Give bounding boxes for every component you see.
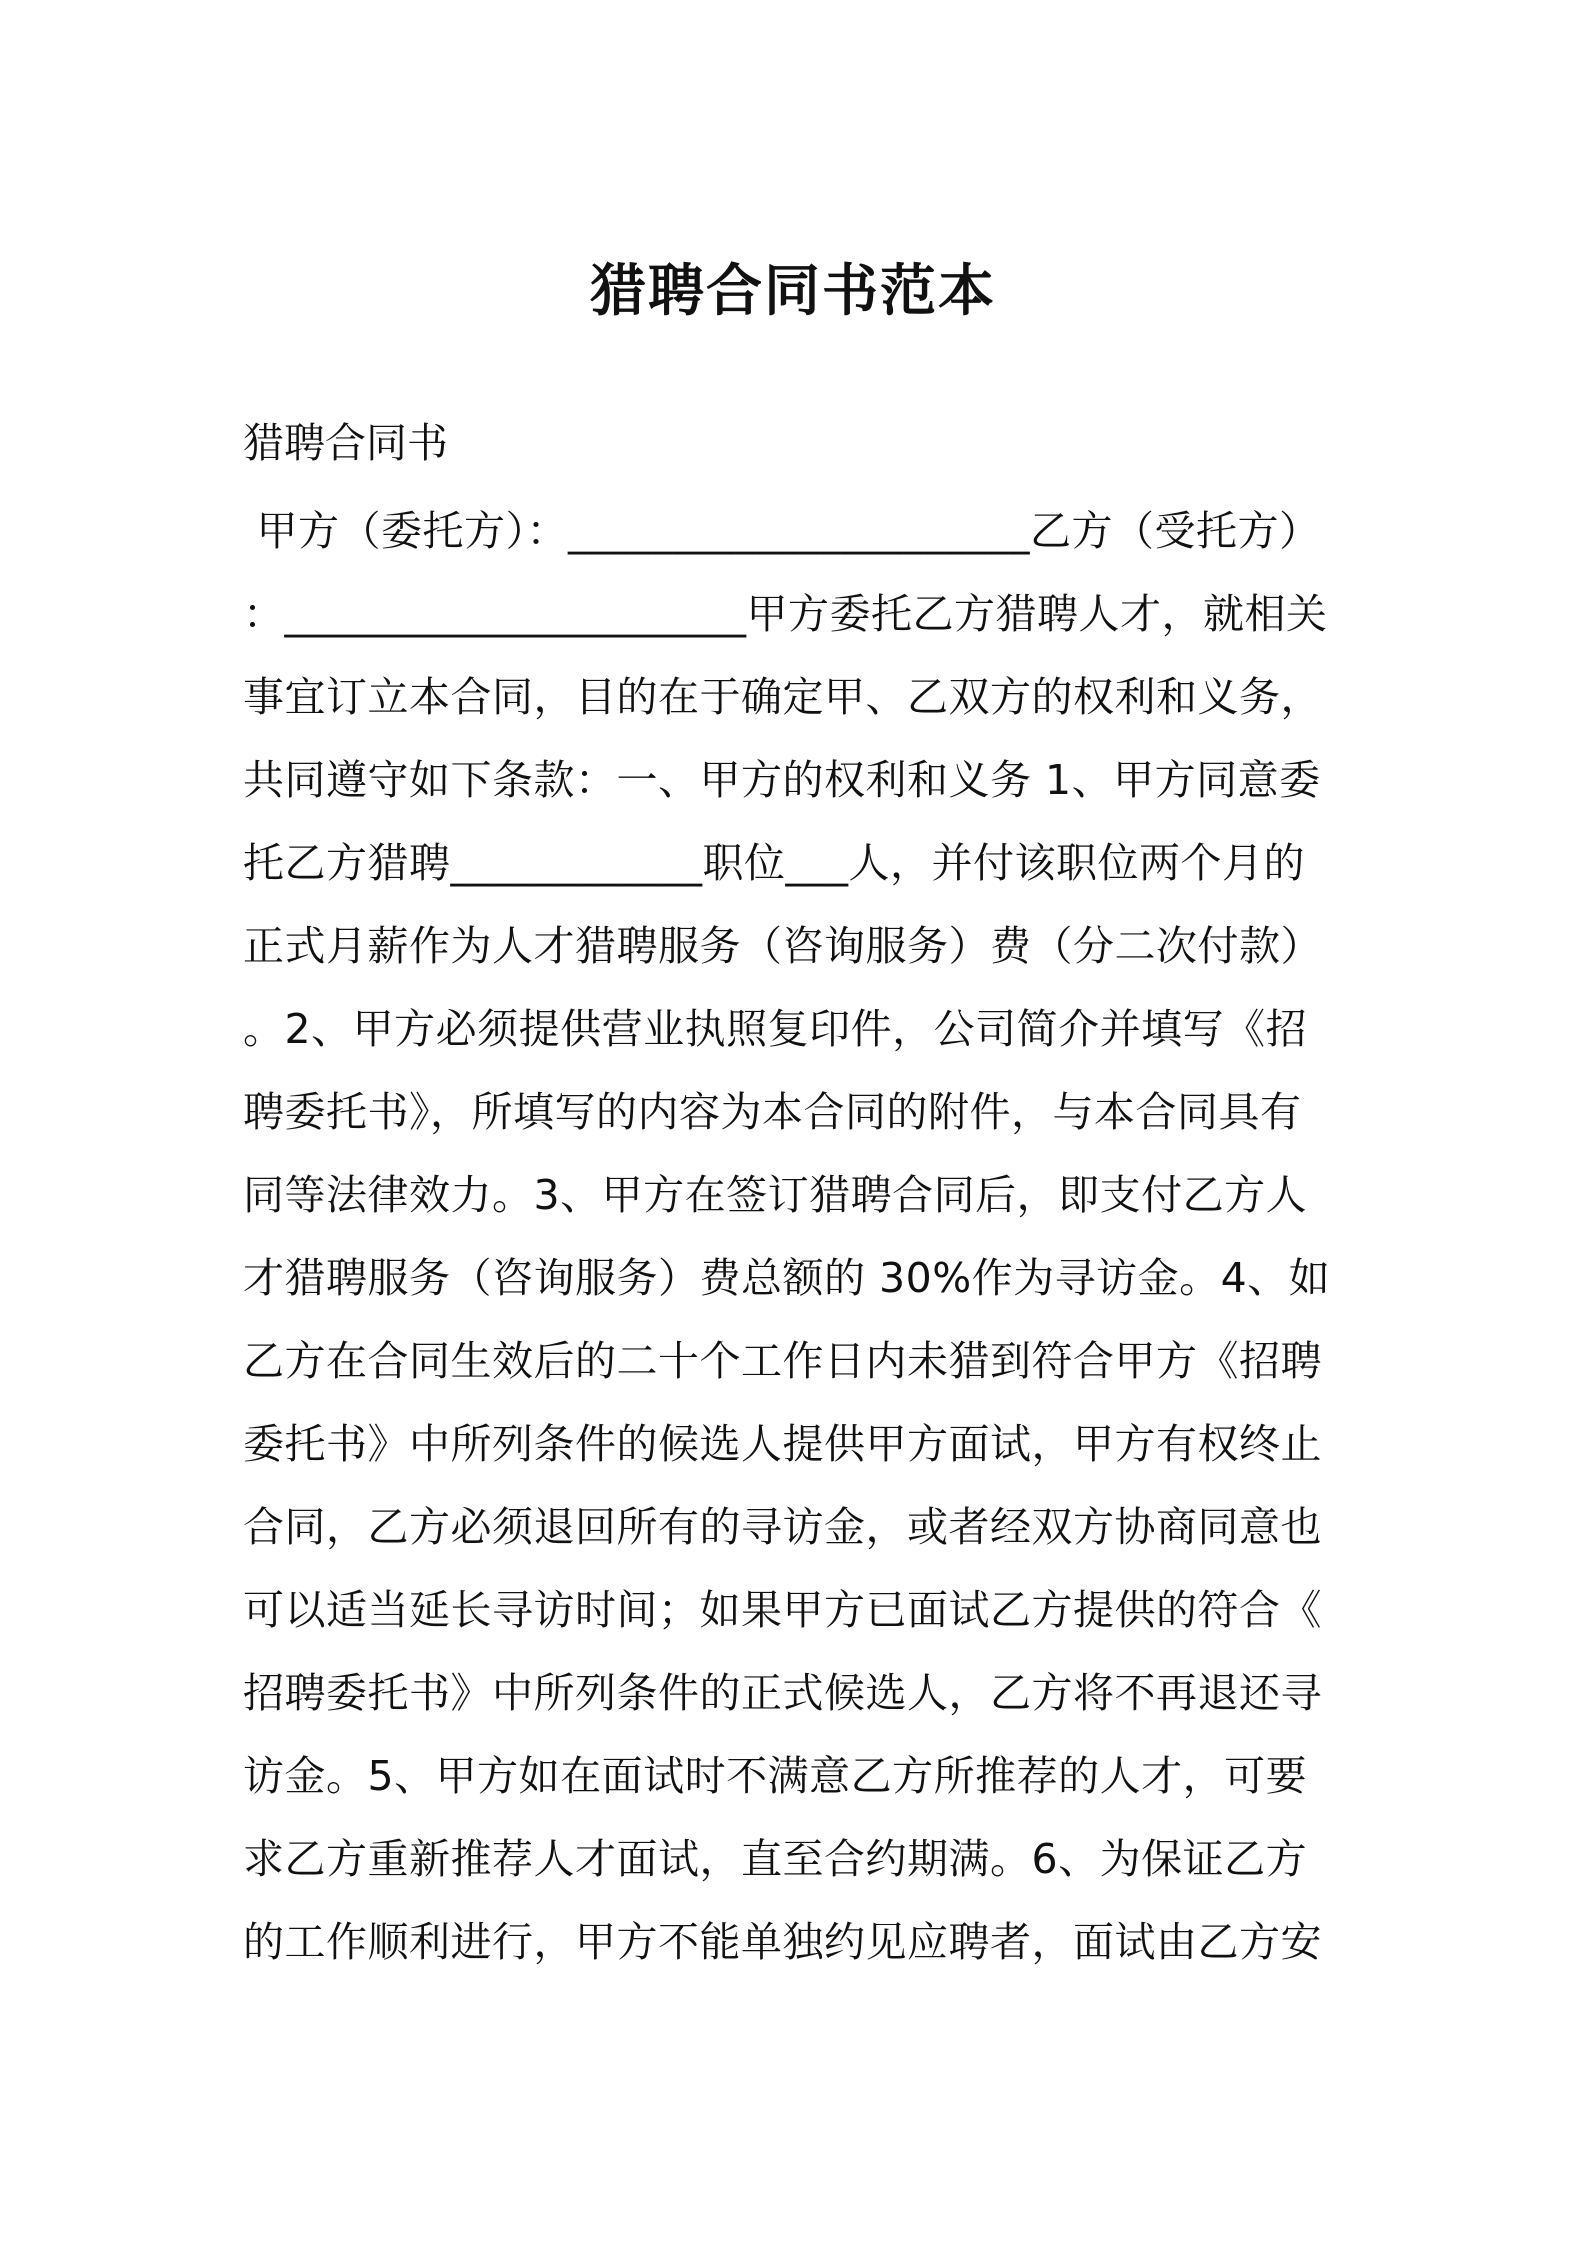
- body-line: 才猎聘服务（咨询服务）费总额的 30%作为寻访金。4、如: [243, 1254, 1331, 1302]
- body-line: 共同遵守如下条款：一、甲方的权利和义务 1、甲方同意委: [243, 756, 1321, 804]
- body-line: 招聘委托书》中所列条件的正式候选人，乙方将不再退还寻: [243, 1669, 1322, 1717]
- body-line: 委托书》中所列条件的候选人提供甲方面试，甲方有权终止: [243, 1420, 1322, 1468]
- contract-body: [243, 490, 1363, 1984]
- body-line: 的工作顺利进行，甲方不能单独约见应聘者，面试由乙方安: [243, 1918, 1322, 1966]
- body-line: 甲方（委托方）：______________________乙方（受托方）: [243, 507, 1321, 555]
- body-line: 托乙方猎聘____________职位___人，并付该职位两个月的: [243, 839, 1305, 887]
- body-line: 。2、甲方必须提供营业执照复印件，公司简介并填写《招: [243, 1005, 1308, 1053]
- body-line: 访金。5、甲方如在面试时不满意乙方所推荐的人才，可要: [243, 1752, 1308, 1800]
- body-line: 同等法律效力。3、甲方在签订猎聘合同后，即支付乙方人: [243, 1171, 1308, 1219]
- body-line: 乙方在合同生效后的二十个工作日内未猎到符合甲方《招聘: [243, 1337, 1322, 1385]
- body-line: ：______________________甲方委托乙方猎聘人才，就相关: [243, 590, 1328, 638]
- document-title: 猎聘合同书范本: [590, 259, 996, 324]
- body-line: 正式月薪作为人才猎聘服务（咨询服务）费（分二次付款）: [243, 922, 1322, 970]
- body-line: 合同，乙方必须退回所有的寻访金，或者经双方协商同意也: [243, 1503, 1322, 1551]
- body-line: 聘委托书》，所填写的内容为本合同的附件，与本合同具有: [243, 1088, 1302, 1136]
- body-line: 事宜订立本合同，目的在于确定甲、乙双方的权利和义务，: [243, 673, 1322, 721]
- body-line: 求乙方重新推荐人才面试，直至合约期满。6、为保证乙方: [243, 1835, 1308, 1883]
- body-line: 可以适当延长寻访时间；如果甲方已面试乙方提供的符合《: [243, 1586, 1322, 1634]
- document-subtitle: 猎聘合同书: [243, 419, 448, 467]
